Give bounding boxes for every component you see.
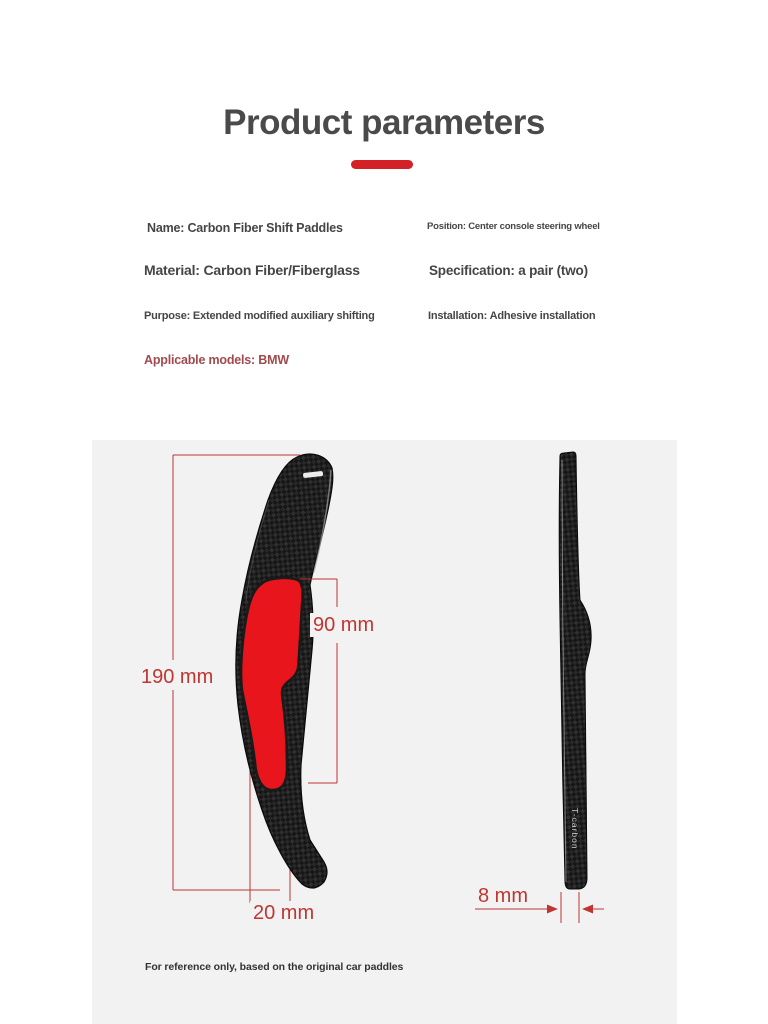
spec-installation: Installation: Adhesive installation <box>428 310 596 322</box>
dim-label-insert-height: 90 mm <box>310 613 377 637</box>
brand-watermark: T-carbon <box>570 808 580 850</box>
spec-applicable-models: Applicable models: BMW <box>144 353 289 367</box>
paddle-dimension-diagram <box>92 440 677 1024</box>
diagram-footnote: For reference only, based on the original car paddles <box>145 961 404 973</box>
dimension-arrowheads <box>547 905 593 914</box>
title-underline-accent <box>351 160 413 169</box>
spec-position: Position: Center console steering wheel <box>427 221 600 232</box>
dim-label-height: 190 mm <box>138 665 216 689</box>
spec-material: Material: Carbon Fiber/Fiberglass <box>144 262 360 278</box>
spec-purpose: Purpose: Extended modified auxiliary shifting <box>144 310 375 322</box>
paddle-side-view <box>559 452 591 889</box>
dim-label-thickness: 8 mm <box>475 884 531 908</box>
spec-specification: Specification: a pair (two) <box>429 263 588 278</box>
page-title: Product parameters <box>223 103 545 142</box>
dim-label-tip-width: 20 mm <box>250 901 317 925</box>
spec-name: Name: Carbon Fiber Shift Paddles <box>147 221 343 235</box>
